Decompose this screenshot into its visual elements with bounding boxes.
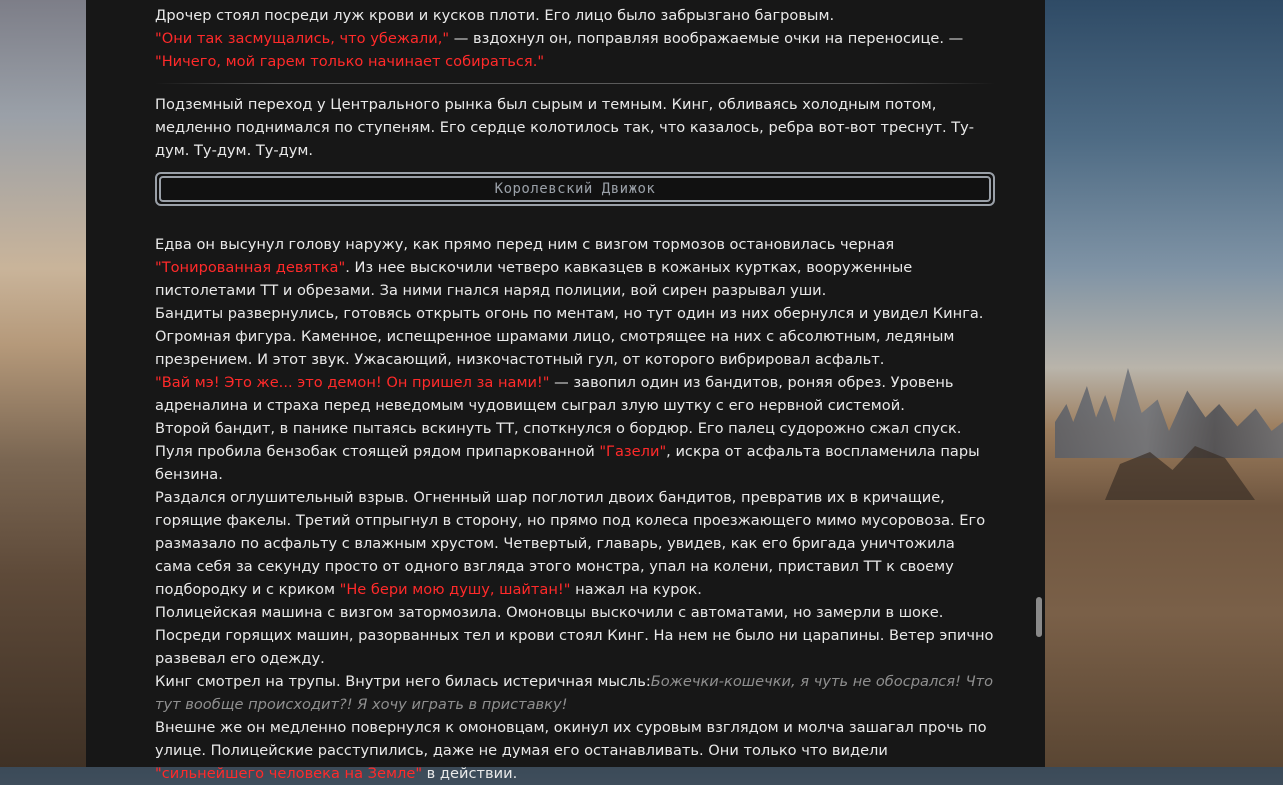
story-text: Кинг смотрел на трупы. Внутри него билась истеричная мысль: <box>155 673 651 690</box>
story-paragraph <box>155 371 995 417</box>
background-right <box>1045 0 1283 767</box>
story-text: в действии. <box>422 765 518 782</box>
story-paragraph <box>155 302 995 371</box>
story-text: Бандиты развернулись, готовясь открыть огонь по ментам, но тут один из них обернулся и увидел Кинга. Огромная фигура. Каменное, испещренное шрамами лицо, смотрящее на них с абсолютным, ледяным презрением. И этот звук. Ужасающий, низкочастотный гул, от которого вибрировал асфальт. <box>155 305 984 368</box>
story-text: Едва он высунул голову наружу, как прямо перед ним с визгом тормозов остановилась черная <box>155 236 895 253</box>
story-text: Дрочер стоял посреди луж крови и кусков плоти. Его лицо было забрызгано багровым. <box>155 7 835 24</box>
story-text: нажал на курок. <box>570 581 702 598</box>
story-paragraph <box>155 670 995 716</box>
royal-engine-label: Королевский Движок <box>159 176 991 202</box>
story-paragraph <box>155 417 995 486</box>
background-left <box>0 0 86 767</box>
story-paragraph <box>155 624 995 670</box>
dialogue-highlight: "Вай мэ! Это же... это демон! Он пришел за нами!" <box>155 374 550 391</box>
story-text: Подземный переход у Центрального рынка был сырым и темным. Кинг, обливаясь холодным потом, медленно поднимался по ступеням. Его сердце колотилось так, что казалось, ребра вот-вот треснут. Ту-дум. Ту-дум. Ту-дум. <box>155 96 975 159</box>
story-text: Раздался оглушительный взрыв. Огненный шар поглотил двоих бандитов, превратив их в кричащие, горящие факелы. Третий отпрыгнул в сторону, но прямо под колеса проезжающего мимо мусоровоза. Его размазало по асфальту с влажным хрустом. Четвертый, главарь, увидев, как его бригада уничтожила сама себя за секунду просто от одного взгляда этого монстра, упал на колени, приставил ТТ к своему подбородку и с криком <box>155 489 986 598</box>
story-text: . Из нее выскочили четверо кавказцев в кожаных куртках, вооруженные пистолетами ТТ и обрезами. За ними гнался наряд полиции, вой сирен разрывал уши. <box>155 259 913 299</box>
dialogue-highlight: "Газели" <box>599 443 667 460</box>
story-text: Полицейская машина с визгом затормозила. Омоновцы выскочили с автоматами, но замерли в шоке. <box>155 604 944 621</box>
scrollbar-thumb[interactable] <box>1036 597 1042 637</box>
story-paragraph <box>155 27 995 73</box>
story-text: Внешне же он медленно повернулся к омоновцам, окинул их суровым взглядом и молча зашагал прочь по улице. Полицейские расступились, даже не думая его останавливать. Они только что видели <box>155 719 987 759</box>
dialogue-highlight: "Ничего, мой гарем только начинает собираться." <box>155 53 545 70</box>
story-text: , искра от асфальта воспламенила пары бензина. <box>155 443 980 483</box>
background-city-silhouette <box>1055 368 1283 458</box>
story-content <box>155 4 995 785</box>
story-text: Посреди горящих машин, разорванных тел и крови стоял Кинг. На нем не было ни царапины. Ветер эпично развевал его одежду. <box>155 627 994 667</box>
dialogue-highlight: "Не бери мою душу, шайтан!" <box>339 581 571 598</box>
story-paragraph <box>155 233 995 302</box>
story-paragraph <box>155 601 995 624</box>
story-paragraph <box>155 4 995 27</box>
inner-thought: Божечки-кошечки, я чуть не обосрался! Что тут вообще происходит?! Я хочу играть в приставку! <box>155 673 993 713</box>
story-paragraph <box>155 93 995 162</box>
section-divider <box>155 83 995 84</box>
royal-engine-box <box>155 172 995 206</box>
story-paragraph <box>155 716 995 785</box>
dialogue-highlight: "Они так засмущались, что убежали," <box>155 30 450 47</box>
story-text: — завопил один из бандитов, роняя обрез. Уровень адреналина и страха перед неведомым чудовищем сыграл злую шутку с его нервной системой. <box>155 374 954 414</box>
story-text: Второй бандит, в панике пытаясь вскинуть ТТ, споткнулся о бордюр. Его палец судорожно сжал спуск. Пуля пробила бензобак стоящей рядом припаркованной <box>155 420 962 460</box>
story-paragraph <box>155 486 995 601</box>
story-text: — вздохнул он, поправляя воображаемые очки на переносице. — <box>449 30 964 47</box>
dialogue-highlight: "сильнейшего человека на Земле" <box>155 765 423 782</box>
dialogue-highlight: "Тонированная девятка" <box>155 259 346 276</box>
